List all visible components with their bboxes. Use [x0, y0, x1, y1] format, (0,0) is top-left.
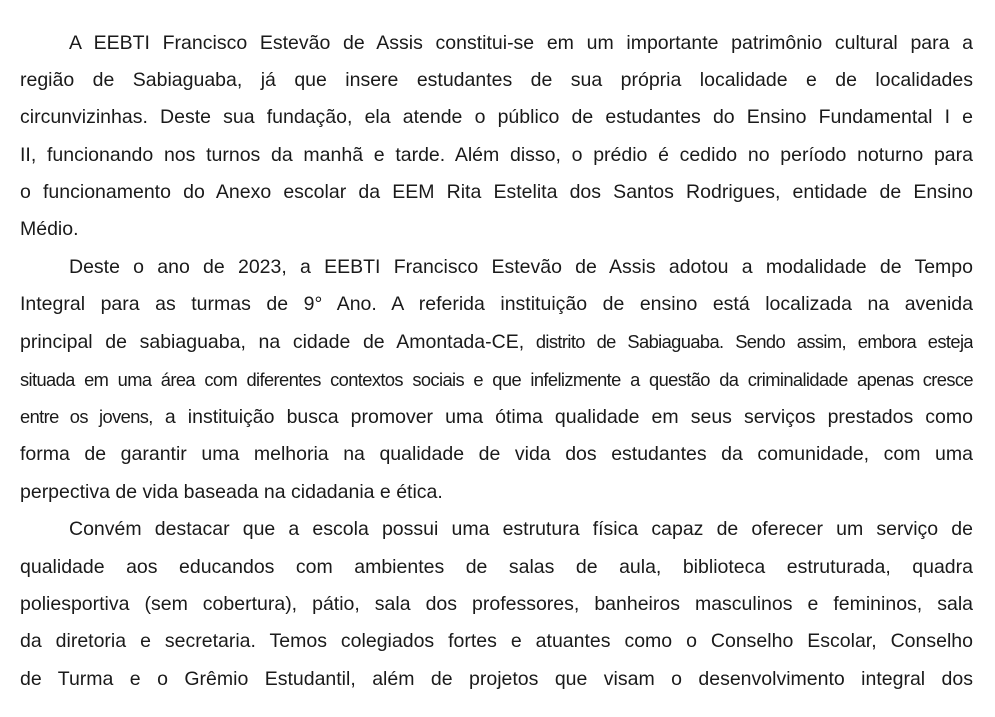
text-line [20, 330, 973, 354]
text-line: qualidade aos educandos com ambientes de salas de aula, biblioteca estruturada, quadra [20, 556, 973, 578]
text-line: Médio. [20, 218, 79, 240]
text-line: da diretoria e secretaria. Temos colegiados fortes e atuantes como o Conselho Escolar, Conselho [20, 630, 973, 652]
text-run: principal de sabiaguaba, na cidade de Amontada-CE, [20, 331, 525, 353]
text-line: Deste o ano de 2023, a EEBTI Francisco Estevão de Assis adotou a modalidade de Tempo [69, 256, 973, 278]
text-line: II, funcionando nos turnos da manhã e tarde. Além disso, o prédio é cedido no período noturno para [20, 144, 973, 166]
text-line: Integral para as turmas de 9° Ano. A referida instituição de ensino está localizada na avenida [20, 293, 973, 315]
text-line: forma de garantir uma melhoria na qualidade de vida dos estudantes da comunidade, com uma [20, 443, 973, 465]
text-line: de Turma e o Grêmio Estudantil, além de projetos que visam o desenvolvimento integral dos [20, 668, 973, 690]
text-run-condensed: entre os jovens, [20, 406, 153, 427]
text-line: circunvizinhas. Deste sua fundação, ela atende o público de estudantes do Ensino Fundamental I e [20, 106, 973, 128]
text-line: perpectiva de vida baseada na cidadania e ética. [20, 481, 443, 503]
text-run-condensed: distrito de Sabiaguaba. Sendo assim, embora esteja [524, 331, 973, 352]
text-line: poliesportiva (sem cobertura), pátio, sala dos professores, banheiros masculinos e femininos, sala [20, 593, 973, 615]
text-line: Convém destacar que a escola possui uma estrutura física capaz de oferecer um serviço de [69, 518, 973, 540]
text-line: região de Sabiaguaba, já que insere estudantes de sua própria localidade e de localidades [20, 69, 973, 91]
text-line: o funcionamento do Anexo escolar da EEM Rita Estelita dos Santos Rodrigues, entidade de Ensino [20, 181, 973, 203]
text-line: A EEBTI Francisco Estevão de Assis constitui-se em um importante patrimônio cultural para a [69, 32, 973, 54]
text-line [20, 405, 973, 429]
text-run: a instituição busca promover uma ótima qualidade em seus serviços prestados como [152, 406, 973, 428]
text-line: situada em uma área com diferentes contextos sociais e que infelizmente a questão da criminalidade apenas cresce [20, 369, 973, 390]
